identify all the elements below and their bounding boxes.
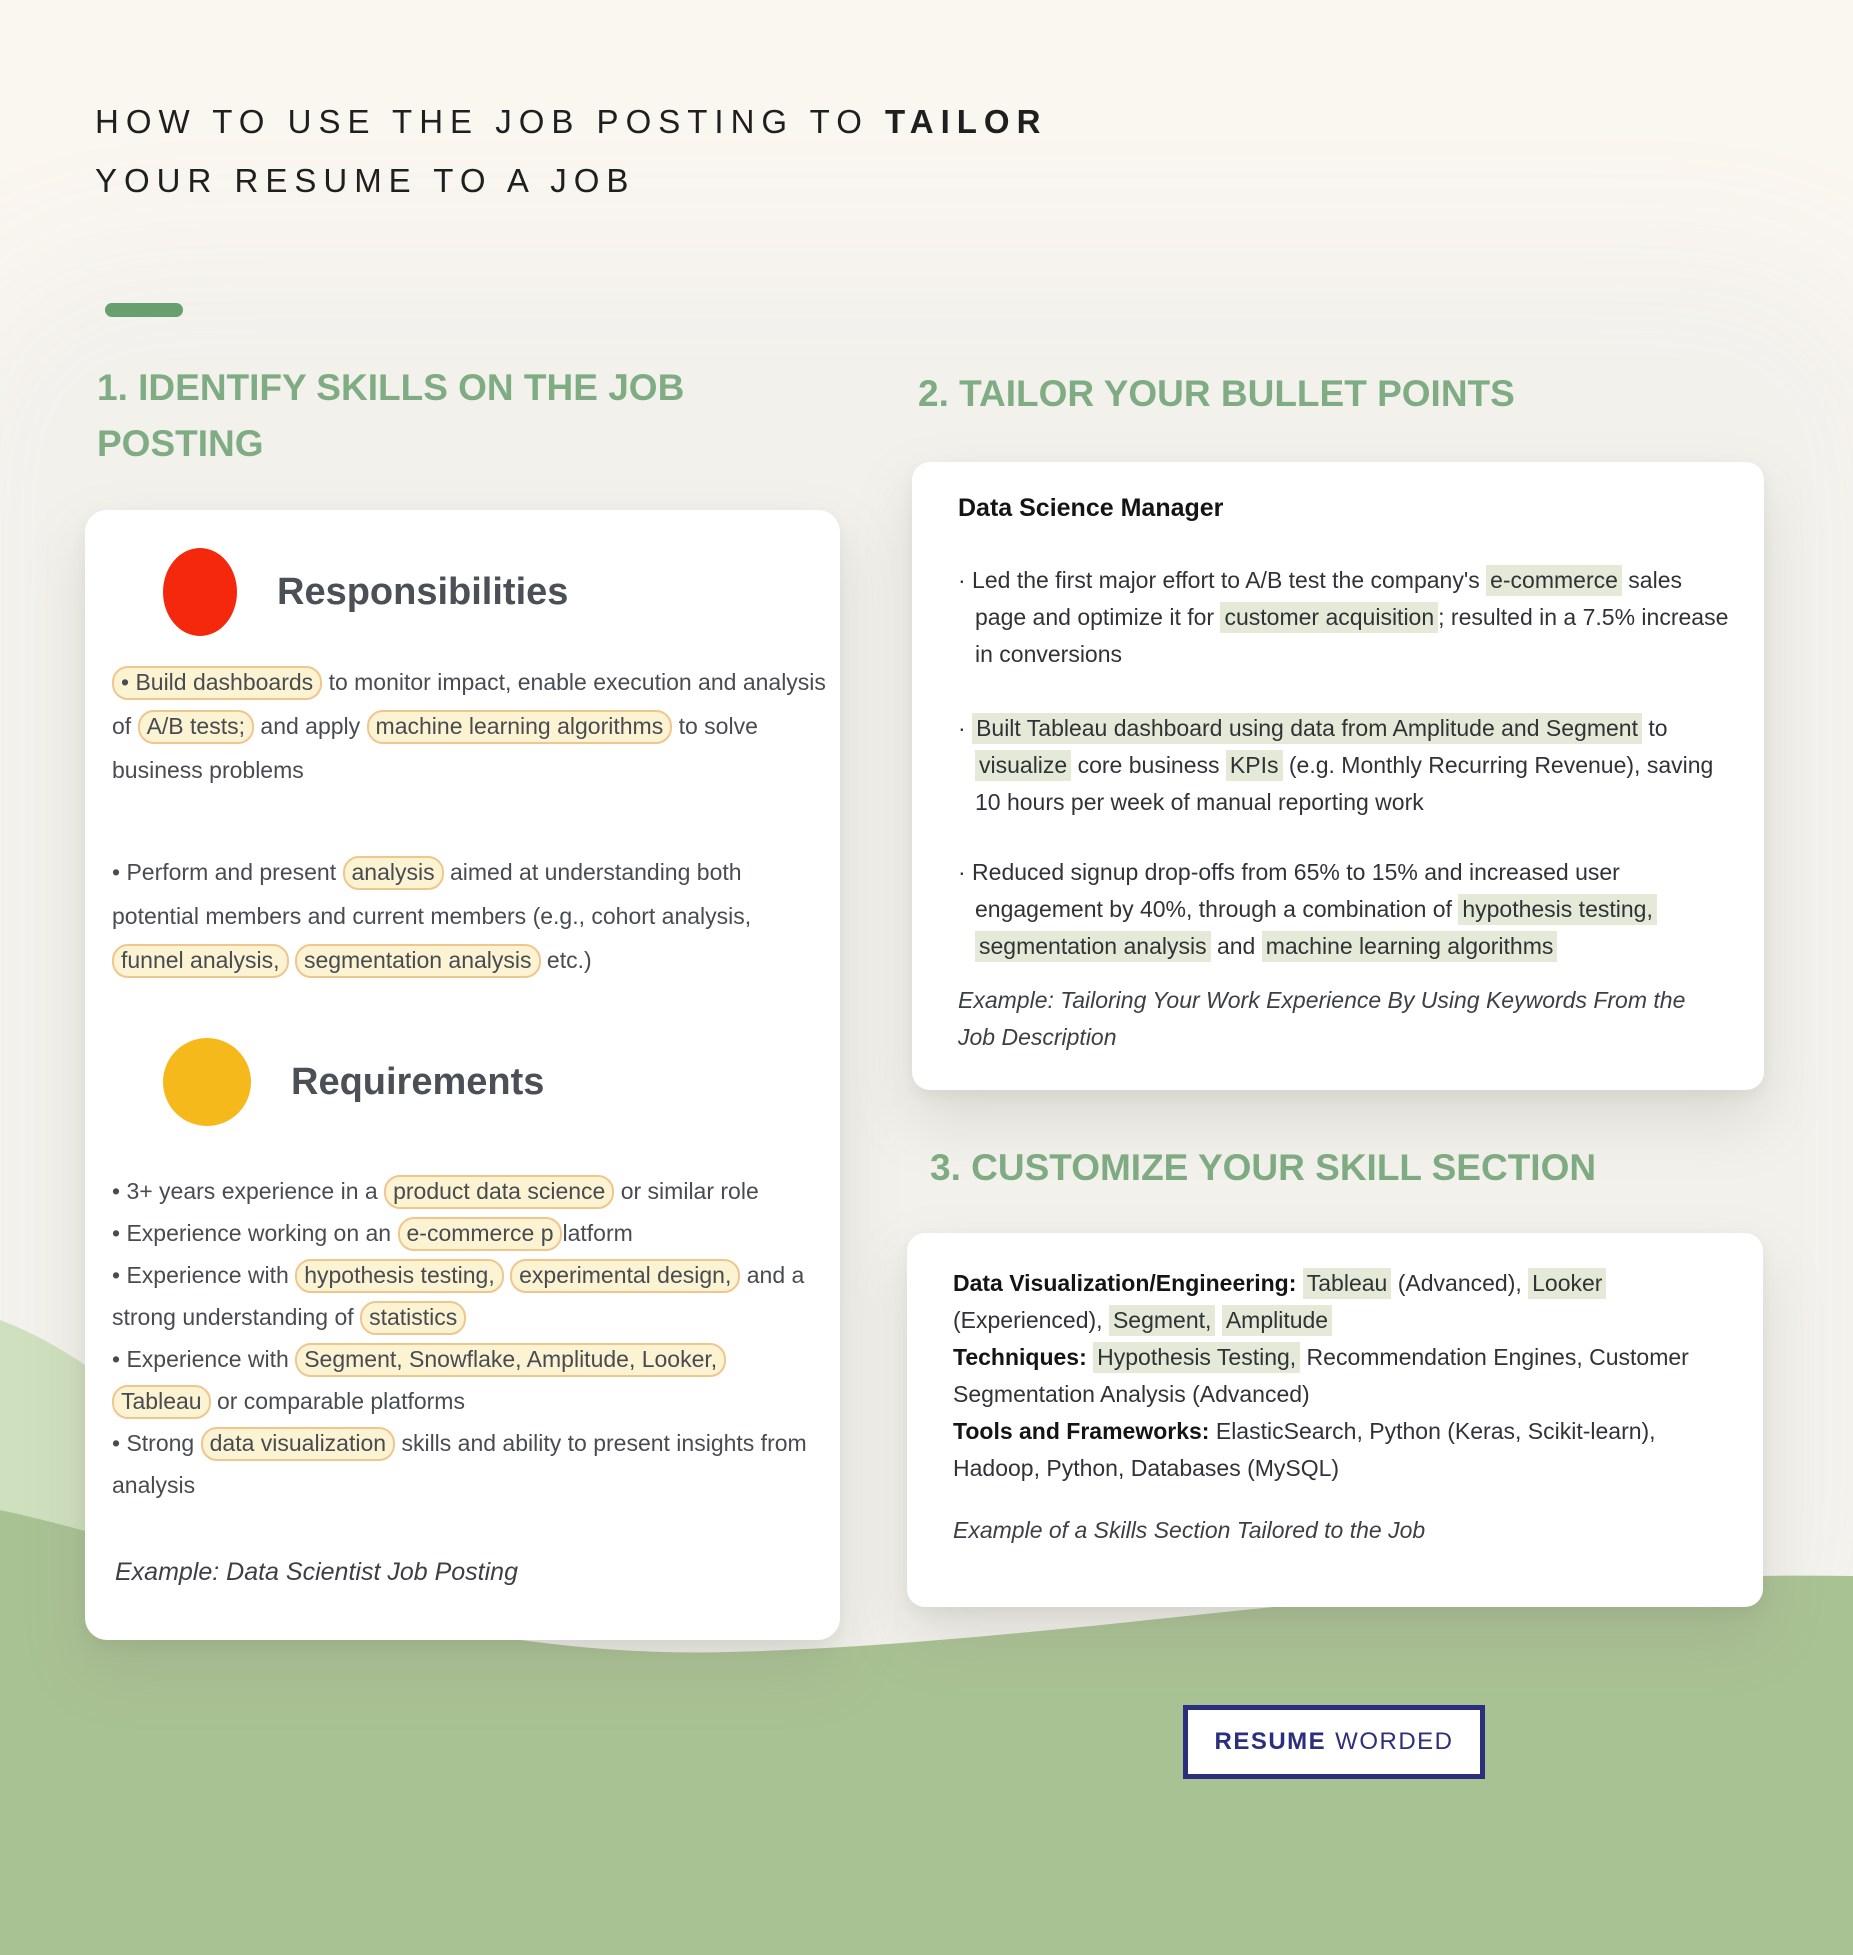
highlighted-keyword: e-commerce p bbox=[398, 1217, 563, 1251]
job-title: Data Science Manager bbox=[958, 494, 1224, 522]
requirements-heading: Requirements bbox=[291, 1060, 545, 1103]
text-segment: (Experienced), bbox=[953, 1307, 1109, 1333]
text-segment bbox=[289, 947, 295, 973]
responsibilities-header bbox=[163, 548, 568, 636]
text-segment: · Reduced signup drop-offs from 65% to 15% and increased user engagement by 40%, through a combination of bbox=[958, 859, 1620, 922]
highlighted-keyword: Built Tableau dashboard using data from Amplitude and Segment bbox=[972, 713, 1642, 744]
highlighted-keyword: A/B tests; bbox=[138, 710, 254, 744]
highlighted-keyword: Tableau bbox=[1303, 1268, 1392, 1299]
text-segment: ; resulted in a 7.5% increase in conversions bbox=[975, 604, 1729, 667]
text-segment: · bbox=[958, 715, 973, 741]
text-segment: (Advanced), bbox=[1391, 1270, 1529, 1296]
page-title-line1 bbox=[95, 92, 1047, 151]
resume-bullet bbox=[958, 562, 1737, 673]
responsibility-item bbox=[112, 660, 828, 792]
text-segment: latform bbox=[562, 1220, 633, 1246]
text-segment: aimed at understanding both potential members and current members (e.g., cohort analysis, bbox=[112, 859, 752, 929]
skills-card bbox=[907, 1233, 1763, 1607]
text-segment: ElasticSearch, Python (Keras, Scikit-learn), Hadoop, Python, Databases (MySQL) bbox=[953, 1418, 1656, 1481]
example-caption: Example: Tailoring Your Work Experience By Using Keywords From the Job Description bbox=[958, 987, 1686, 1050]
responsibilities-heading: Responsibilities bbox=[277, 570, 569, 613]
text-segment: and apply bbox=[254, 713, 367, 739]
text-segment: Recommendation Engines, Customer Segmentation Analysis (Advanced) bbox=[953, 1344, 1689, 1407]
highlighted-keyword: hypothesis testing, bbox=[295, 1259, 504, 1293]
red-circle-icon bbox=[163, 548, 237, 636]
requirement-item bbox=[112, 1170, 828, 1212]
highlighted-keyword: segmentation analysis bbox=[295, 944, 541, 978]
text-segment: to monitor impact, enable execution and analysis of bbox=[112, 669, 826, 739]
highlighted-keyword: KPIs bbox=[1226, 750, 1283, 781]
text-segment: • Experience with bbox=[112, 1262, 296, 1288]
text-segment: core business bbox=[1071, 752, 1226, 778]
text-segment: Tools and Frameworks: bbox=[953, 1418, 1216, 1444]
text-segment: • Strong bbox=[112, 1430, 201, 1456]
text-segment: or similar role bbox=[614, 1178, 759, 1204]
highlighted-keyword: machine learning algorithms bbox=[1262, 931, 1558, 962]
example-caption: Example of a Skills Section Tailored to the Job bbox=[953, 1517, 1426, 1543]
example-caption: Example: Data Scientist Job Posting bbox=[115, 1558, 518, 1586]
requirements-header bbox=[163, 1038, 544, 1126]
highlighted-keyword: product data science bbox=[384, 1175, 614, 1209]
section2-heading: 2. TAILOR YOUR BULLET POINTS bbox=[918, 373, 1515, 414]
skills-line bbox=[953, 1265, 1725, 1339]
highlighted-keyword: statistics bbox=[360, 1301, 466, 1335]
highlighted-keyword: customer acquisition bbox=[1220, 602, 1438, 633]
page-title bbox=[95, 92, 1047, 210]
highlighted-keyword: machine learning algorithms bbox=[367, 710, 673, 744]
highlighted-keyword: Segment, bbox=[1109, 1305, 1215, 1336]
highlighted-keyword: analysis bbox=[343, 856, 444, 890]
job-posting-card bbox=[85, 510, 840, 1640]
highlighted-keyword: • Build dashboards bbox=[112, 666, 322, 700]
page-title-accent: TAILOR bbox=[885, 103, 1048, 140]
highlighted-keyword: Looker bbox=[1528, 1268, 1606, 1299]
text-segment: and a strong understanding of bbox=[112, 1262, 805, 1330]
skills-line bbox=[953, 1339, 1725, 1413]
highlighted-keyword: e-commerce bbox=[1486, 565, 1622, 596]
text-segment: skills and ability to present insights from analysis bbox=[112, 1430, 807, 1498]
page-title-line2: YOUR RESUME TO A JOB bbox=[95, 162, 636, 199]
brand-badge[interactable] bbox=[1183, 1705, 1485, 1779]
text-segment: (e.g. Monthly Recurring Revenue), saving 10 hours per week of manual reporting work bbox=[975, 752, 1714, 815]
responsibility-item bbox=[112, 850, 828, 982]
highlighted-keyword: data visualization bbox=[201, 1427, 395, 1461]
requirement-item bbox=[112, 1338, 828, 1422]
text-segment: • Experience working on an bbox=[112, 1220, 398, 1246]
text-segment: to bbox=[1641, 715, 1668, 741]
highlighted-keyword: hypothesis testing, bbox=[1458, 894, 1657, 925]
resume-bullet bbox=[958, 854, 1737, 965]
requirement-item bbox=[112, 1422, 828, 1506]
text-segment: Data Visualization/Engineering: bbox=[953, 1270, 1303, 1296]
text-segment: to solve business problems bbox=[112, 713, 758, 783]
highlighted-keyword: Hypothesis Testing, bbox=[1093, 1342, 1300, 1373]
highlighted-keyword: Tableau bbox=[112, 1385, 211, 1419]
yellow-circle-icon bbox=[163, 1038, 251, 1126]
text-segment: Techniques: bbox=[953, 1344, 1094, 1370]
highlighted-keyword: funnel analysis, bbox=[112, 944, 289, 978]
section3-heading: 3. CUSTOMIZE YOUR SKILL SECTION bbox=[930, 1147, 1597, 1188]
text-segment: • Experience with bbox=[112, 1346, 296, 1372]
section-divider-dash bbox=[105, 303, 183, 317]
skills-line bbox=[953, 1413, 1725, 1487]
page-title-text: HOW TO USE THE JOB POSTING TO bbox=[95, 103, 886, 140]
brand-name-regular: WORDED bbox=[1335, 1728, 1454, 1755]
bullet-points-card bbox=[912, 462, 1764, 1090]
highlighted-keyword: visualize bbox=[975, 750, 1071, 781]
text-segment: • 3+ years experience in a bbox=[112, 1178, 385, 1204]
skills-list bbox=[953, 1265, 1725, 1487]
text-segment bbox=[1215, 1307, 1221, 1333]
requirement-item bbox=[112, 1212, 828, 1254]
section1-heading: 1. IDENTIFY SKILLS ON THE JOB POSTING bbox=[97, 367, 685, 464]
text-segment: or comparable platforms bbox=[210, 1388, 465, 1414]
text-segment: and bbox=[1210, 933, 1262, 959]
highlighted-keyword: Segment, Snowflake, Amplitude, Looker, bbox=[295, 1343, 726, 1377]
text-segment: • Perform and present bbox=[112, 859, 343, 885]
brand-name-bold: RESUME bbox=[1214, 1728, 1327, 1755]
text-segment: sales page and optimize it for bbox=[975, 567, 1683, 630]
resume-bullet bbox=[958, 710, 1737, 821]
highlighted-keyword: Amplitude bbox=[1222, 1305, 1332, 1336]
highlighted-keyword: segmentation analysis bbox=[975, 931, 1211, 962]
requirement-item bbox=[112, 1254, 828, 1338]
requirements-list bbox=[112, 1170, 828, 1506]
text-segment: · Led the first major effort to A/B test the company's bbox=[958, 567, 1487, 593]
highlighted-keyword: experimental design, bbox=[510, 1259, 740, 1293]
text-segment: etc.) bbox=[540, 947, 592, 973]
